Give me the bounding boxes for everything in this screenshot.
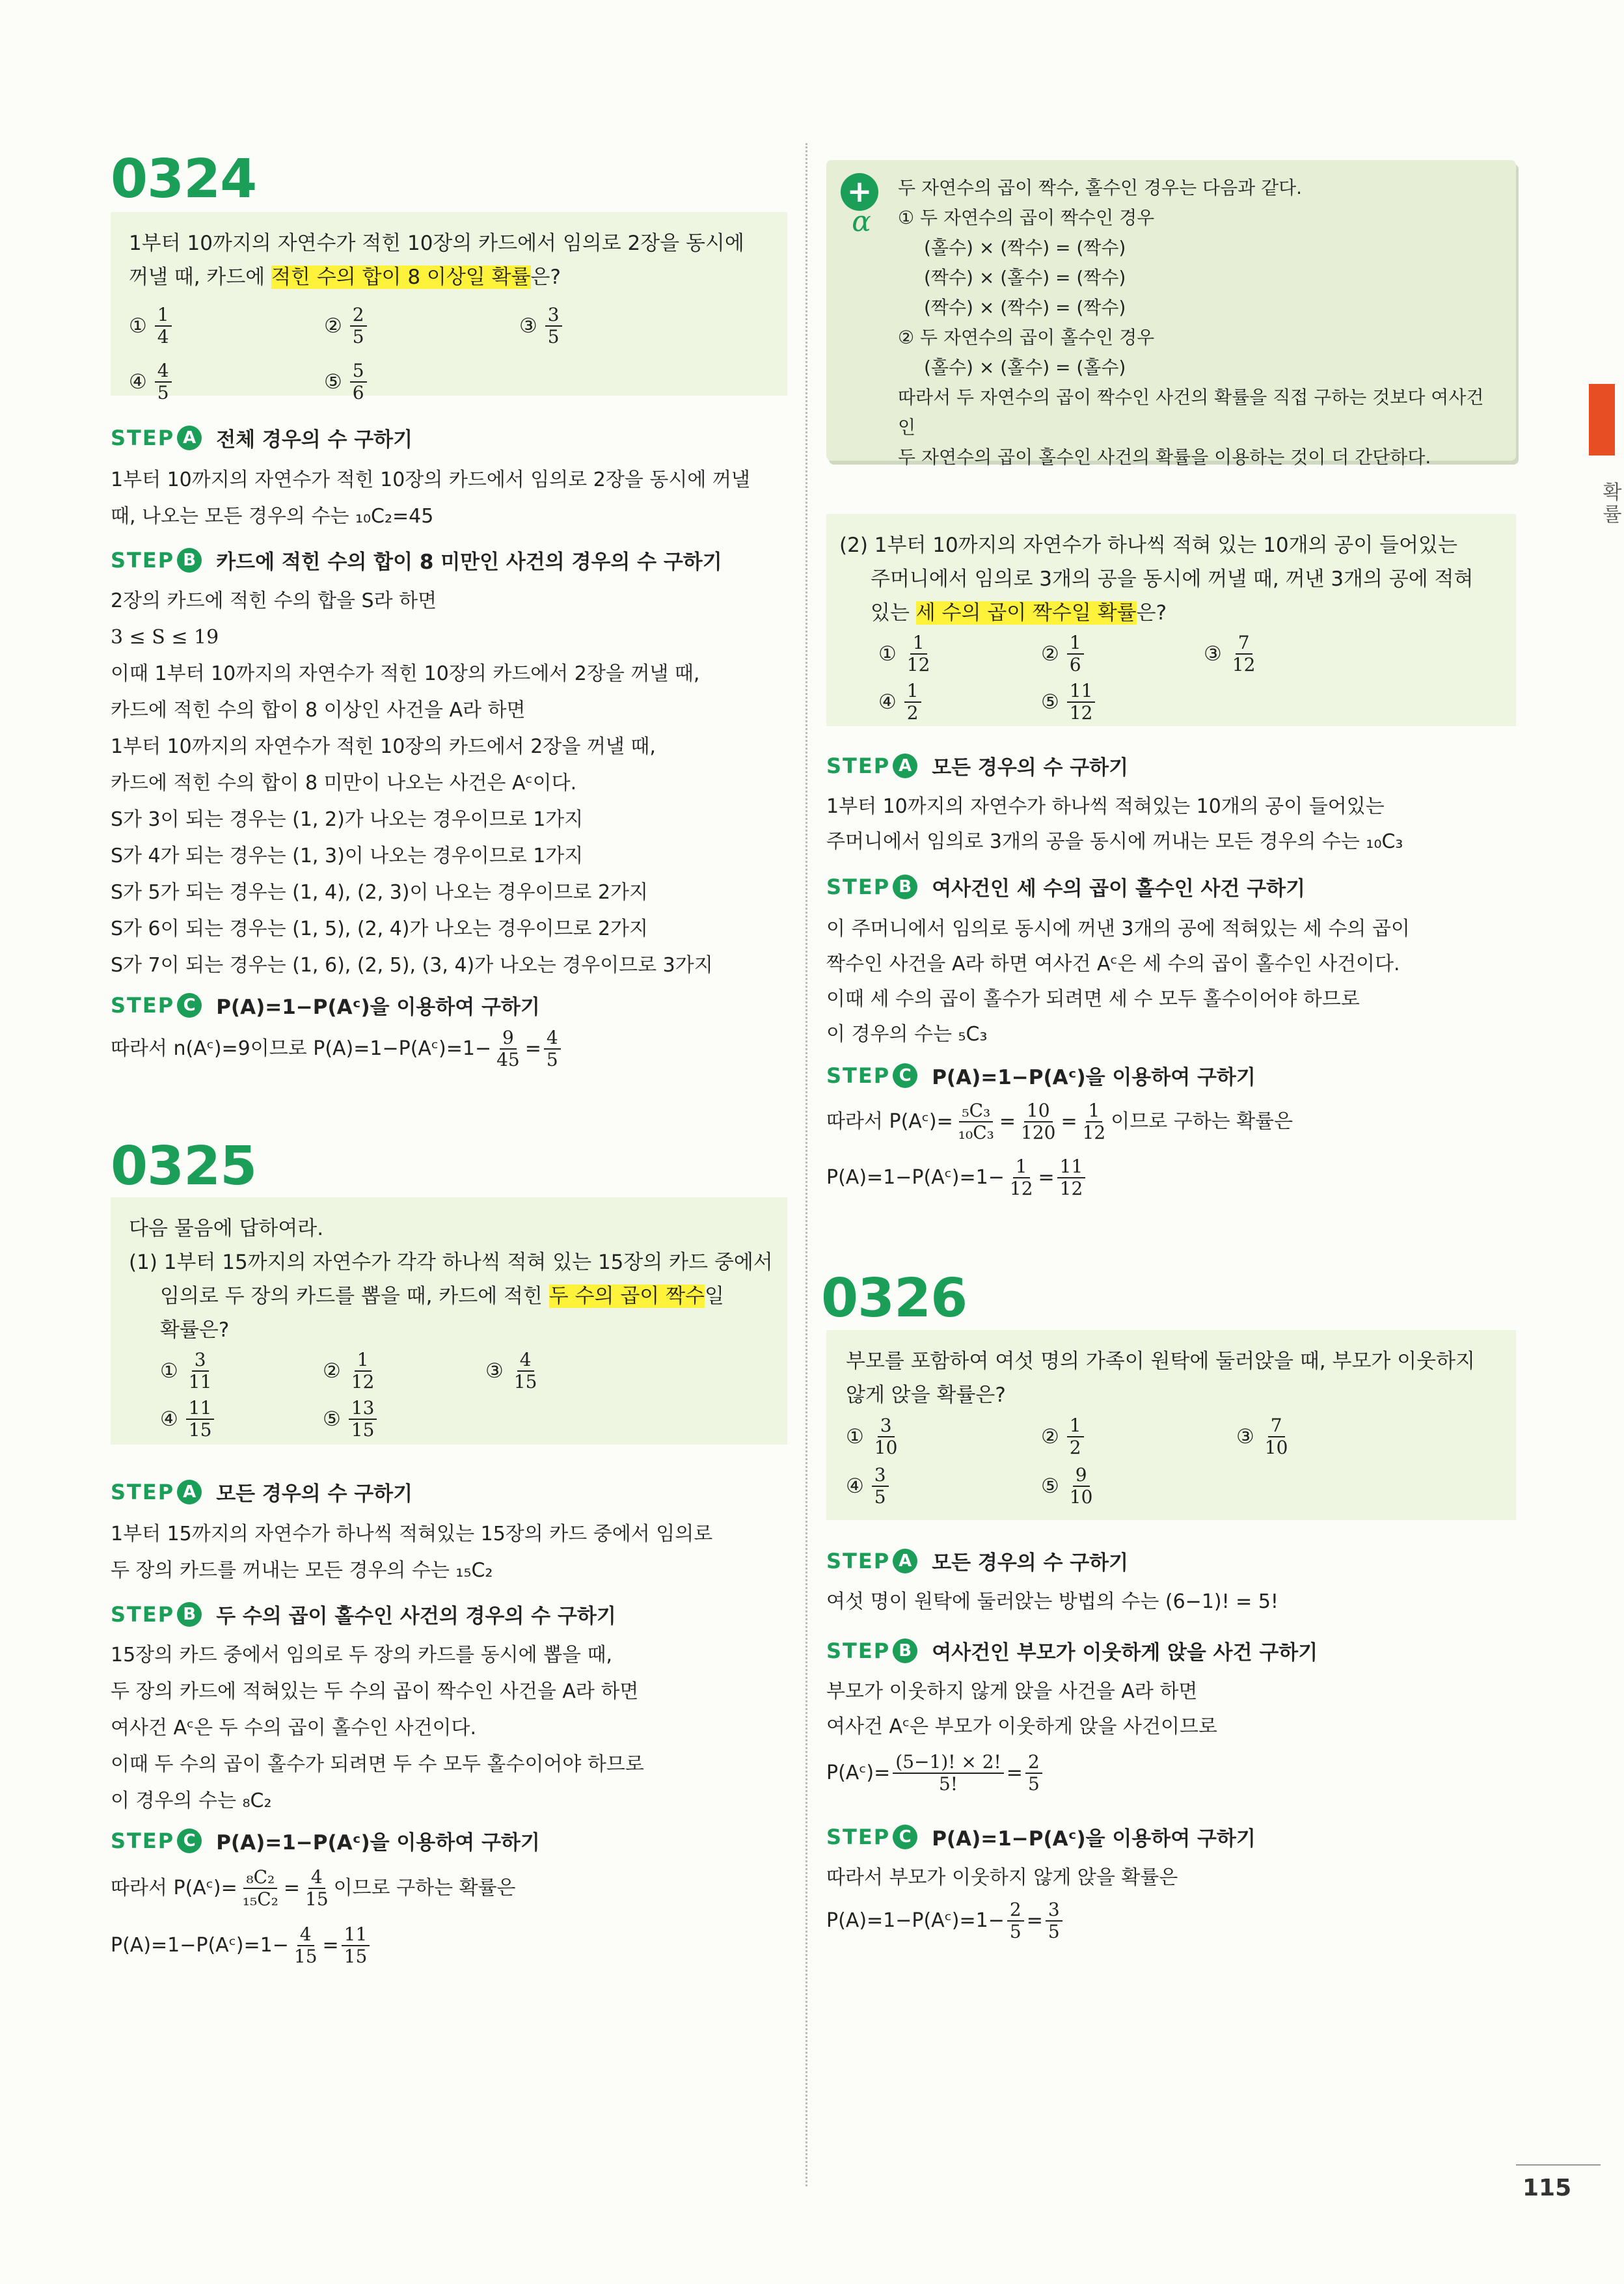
problem-number-0324: 0324 bbox=[111, 148, 257, 210]
question-line: 1부터 10까지의 자연수가 적힌 10장의 카드에서 임의로 2장을 동시에 bbox=[129, 232, 744, 255]
result-line: 따라서 P(Aᶜ)= $\frac{\text{₈C₂}}{\text{₁₅C₂}}$ = $\frac{4}{15}$ 이므로 구하는 확률은 bbox=[111, 1866, 516, 1910]
text-line: 두 장의 카드에 적혀있는 두 수의 곱이 짝수인 사건을 A라 하면 bbox=[111, 1680, 639, 1703]
tip-line: ② 두 자연수의 곱이 홀수인 경우 bbox=[898, 327, 1155, 348]
option-3[interactable]: ③ $\frac{7}{10}$ bbox=[1236, 1415, 1288, 1458]
question-line: 확률은? bbox=[160, 1318, 230, 1342]
result-line: P(A)=1−P(Aᶜ)=1− $\frac{4}{15}$ = $\frac{11}{15}$ bbox=[111, 1920, 372, 1972]
text-line: S가 3이 되는 경우는 (1, 2)가 나오는 경우이므로 1가지 bbox=[111, 808, 584, 831]
tip-line: 두 자연수의 곱이 홀수인 사건의 확률을 이용하는 것이 더 간단하다. bbox=[898, 446, 1431, 468]
question-line: 임의로 두 장의 카드를 뽑을 때, 카드에 적힌 두 수의 곱이 짝수일 bbox=[160, 1285, 724, 1308]
answer-options bbox=[839, 630, 1498, 726]
text-line: 이때 1부터 10까지의 자연수가 적힌 10장의 카드에서 2장을 꺼낼 때, bbox=[111, 662, 700, 685]
problem-box-0324 bbox=[111, 212, 787, 403]
column-divider bbox=[805, 143, 807, 2186]
option-5[interactable]: ⑤ $\frac{9}{10}$ bbox=[1041, 1464, 1093, 1508]
problem-number-0326: 0326 bbox=[821, 1268, 968, 1329]
plus-alpha-icon: + α bbox=[841, 173, 882, 238]
step-c-heading: STEP C P(A)=1−P(Aᶜ)을 이용하여 구하기 bbox=[111, 992, 540, 1019]
text-line: 여사건 Aᶜ은 두 수의 곱이 홀수인 사건이다. bbox=[111, 1717, 477, 1739]
answer-options bbox=[129, 298, 769, 410]
answer-options bbox=[846, 1412, 1498, 1511]
step-b-heading: STEP B 여사건인 세 수의 곱이 홀수인 사건 구하기 bbox=[826, 874, 1306, 901]
text-line: 여섯 명이 원탁에 둘러앉는 방법의 수는 (6−1)! = 5! bbox=[826, 1590, 1279, 1613]
tip-box bbox=[826, 160, 1516, 468]
chapter-tab bbox=[1589, 384, 1615, 455]
step-b-heading: STEP B 카드에 적힌 수의 합이 8 미만인 사건의 경우의 수 구하기 bbox=[111, 547, 722, 574]
text-line: 1부터 10까지의 자연수가 적힌 10장의 카드에서 임의로 2장을 동시에 꺼낼 bbox=[111, 469, 750, 491]
text-line: S가 4가 되는 경우는 (1, 3)이 나오는 경우이므로 1가지 bbox=[111, 845, 584, 867]
option-4[interactable]: ④ $\frac{11}{15}$ bbox=[160, 1395, 323, 1443]
option-5[interactable]: ⑤ $\frac{11}{12}$ bbox=[1041, 678, 1204, 726]
option-2[interactable]: ② $\frac{1}{6}$ bbox=[1041, 630, 1204, 678]
text-line: S가 7이 되는 경우는 (1, 6), (2, 5), (3, 4)가 나오는 경우이므로 3가지 bbox=[111, 954, 713, 977]
option-2[interactable]: ② $\frac{2}{5}$ bbox=[324, 298, 519, 354]
question-line: 주머니에서 임의로 3개의 공을 동시에 꺼낼 때, 꺼낸 3개의 공에 적혀 bbox=[871, 567, 1474, 591]
result-line: 따라서 n(Aᶜ)=9이므로 P(A)=1−P(Aᶜ)=1− $\frac{9}{45}$ = $\frac{4}{5}$ bbox=[111, 1024, 563, 1074]
text-line: S가 6이 되는 경우는 (1, 5), (2, 4)가 나오는 경우이므로 2가지 bbox=[111, 918, 648, 940]
text-line: 1부터 10까지의 자연수가 하나씩 적혀있는 10개의 공이 들어있는 bbox=[826, 795, 1385, 818]
problem-box-0326 bbox=[826, 1330, 1516, 1520]
text-line: 때, 나오는 모든 경우의 수는 ₁₀C₂=45 bbox=[111, 505, 434, 528]
text-line: 이 경우의 수는 ₈C₂ bbox=[111, 1789, 272, 1812]
question-line: 다음 물음에 답하여라. bbox=[129, 1217, 324, 1240]
text-line: 1부터 15까지의 자연수가 하나씩 적혀있는 15장의 카드 중에서 임의로 bbox=[111, 1523, 713, 1545]
chapter-label: 확률 bbox=[1599, 482, 1621, 526]
option-5[interactable]: ⑤ $\frac{5}{6}$ bbox=[324, 354, 519, 410]
result-line: P(A)=1−P(Aᶜ)=1− $\frac{1}{12}$ = $\frac{11}{12}$ bbox=[826, 1152, 1088, 1204]
question-line: 있는 세 수의 곱이 짝수일 확률은? bbox=[871, 601, 1167, 625]
text-line: 짝수인 사건을 A라 하면 여사건 Aᶜ은 세 수의 곱이 홀수인 사건이다. bbox=[826, 953, 1400, 975]
option-3[interactable]: ③ $\frac{3}{5}$ bbox=[519, 298, 714, 354]
step-b-heading: STEP B 두 수의 곱이 홀수인 사건의 경우의 수 구하기 bbox=[111, 1601, 616, 1628]
tip-line: (홀수) × (짝수) = (짝수) bbox=[924, 237, 1126, 258]
result-line: 따라서 P(Aᶜ)= $\frac{\text{₅C₃}}{\text{₁₀C₃}}$ = $\frac{10}{120}$ = $\frac{1}{12}$ 이므로 구하는 확률은 bbox=[826, 1100, 1293, 1143]
step-c-heading: STEP C P(A)=1−P(Aᶜ)을 이용하여 구하기 bbox=[111, 1828, 540, 1855]
question-line: 않게 앉을 확률은? bbox=[846, 1383, 1006, 1407]
question-line: (2) 1부터 10까지의 자연수가 하나씩 적혀 있는 10개의 공이 들어있는 bbox=[839, 534, 1457, 557]
text-line: 이 주머니에서 임의로 동시에 꺼낸 3개의 공에 적혀있는 세 수의 곱이 bbox=[826, 918, 1410, 940]
step-a-heading: STEP A 모든 경우의 수 구하기 bbox=[826, 753, 1129, 780]
highlight: 세 수의 곱이 짝수일 확률 bbox=[915, 601, 1137, 625]
page-number: 115 bbox=[1522, 2175, 1572, 2201]
step-b-heading: STEP B 여사건인 부모가 이웃하게 앉을 사건 구하기 bbox=[826, 1638, 1318, 1665]
result-line: P(Aᶜ)= $\frac{(5-1)! \times 2!}{5!}$ = $\frac{2}{5}$ bbox=[826, 1745, 1045, 1801]
text-line: 두 장의 카드를 꺼내는 모든 경우의 수는 ₁₅C₂ bbox=[111, 1559, 493, 1582]
text-line: 1부터 10까지의 자연수가 적힌 10장의 카드에서 2장을 꺼낼 때, bbox=[111, 735, 656, 758]
option-2[interactable]: ② $\frac{1}{12}$ bbox=[323, 1349, 375, 1393]
option-3[interactable]: ③ $\frac{7}{12}$ bbox=[1204, 632, 1256, 675]
text-line: 부모가 이웃하지 않게 앉을 사건을 A라 하면 bbox=[826, 1680, 1198, 1703]
text-line: 2장의 카드에 적힌 수의 합을 S라 하면 bbox=[111, 590, 437, 612]
option-1[interactable]: ① $\frac{1}{4}$ bbox=[129, 298, 324, 354]
tip-line: (홀수) × (홀수) = (홀수) bbox=[924, 357, 1126, 378]
step-c-heading: STEP C P(A)=1−P(Aᶜ)을 이용하여 구하기 bbox=[826, 1824, 1256, 1851]
option-1[interactable]: ① $\frac{1}{12}$ bbox=[878, 632, 930, 675]
text-line: 여사건 Aᶜ은 부모가 이웃하게 앉을 사건이므로 bbox=[826, 1715, 1217, 1738]
tip-line: 두 자연수의 곱이 짝수, 홀수인 경우는 다음과 같다. bbox=[898, 177, 1303, 198]
tip-line: (짝수) × (홀수) = (짝수) bbox=[924, 267, 1126, 288]
step-a-heading: STEP A 모든 경우의 수 구하기 bbox=[826, 1548, 1129, 1575]
text-line: S가 5가 되는 경우는 (1, 4), (2, 3)이 나오는 경우이므로 2가지 bbox=[111, 881, 648, 904]
highlight: 두 수의 곱이 짝수 bbox=[548, 1285, 705, 1308]
option-5[interactable]: ⑤ $\frac{13}{15}$ bbox=[323, 1395, 485, 1443]
step-a-heading: STEP A 전체 경우의 수 구하기 bbox=[111, 425, 413, 452]
result-line: P(A)=1−P(Aᶜ)=1− $\frac{2}{5}$ = $\frac{3}{5}$ bbox=[826, 1895, 1065, 1947]
tip-line: ① 두 자연수의 곱이 짝수인 경우 bbox=[898, 207, 1155, 228]
text-line: 15장의 카드 중에서 임의로 두 장의 카드를 동시에 뽑을 때, bbox=[111, 1644, 613, 1666]
problem-number-0325: 0325 bbox=[111, 1135, 257, 1197]
problem-box-0325 bbox=[111, 1197, 787, 1445]
answer-options bbox=[129, 1347, 769, 1443]
problem-box-0325-2 bbox=[826, 514, 1516, 726]
step-c-heading: STEP C P(A)=1−P(Aᶜ)을 이용하여 구하기 bbox=[826, 1063, 1256, 1089]
text-line: 3 ≤ S ≤ 19 bbox=[111, 626, 219, 649]
text-line: 주머니에서 임의로 3개의 공을 동시에 꺼내는 모든 경우의 수는 ₁₀C₃ bbox=[826, 830, 1403, 853]
text-line: 이때 세 수의 곱이 홀수가 되려면 세 수 모두 홀수이어야 하므로 bbox=[826, 988, 1360, 1011]
tip-line: 따라서 두 자연수의 곱이 짝수인 사건의 확률을 직접 구하는 것보다 여사건인 bbox=[898, 387, 1484, 438]
option-4[interactable]: ④ $\frac{1}{2}$ bbox=[878, 678, 1041, 726]
text-line: 이때 두 수의 곱이 홀수가 되려면 두 수 모두 홀수이어야 하므로 bbox=[111, 1753, 644, 1776]
step-a-heading: STEP A 모든 경우의 수 구하기 bbox=[111, 1479, 413, 1506]
option-4[interactable]: ④ $\frac{3}{5}$ bbox=[846, 1461, 1041, 1511]
tip-line: (짝수) × (짝수) = (짝수) bbox=[924, 297, 1126, 318]
option-4[interactable]: ④ $\frac{4}{5}$ bbox=[129, 354, 324, 410]
text-line: 따라서 부모가 이웃하지 않게 앉을 확률은 bbox=[826, 1866, 1178, 1889]
option-1[interactable]: ① $\frac{3}{11}$ bbox=[160, 1349, 212, 1393]
question-line: 꺼낼 때, 카드에 적힌 수의 합이 8 이상일 확률은? bbox=[129, 265, 561, 289]
text-line: 카드에 적힌 수의 합이 8 미만이 나오는 사건은 Aᶜ이다. bbox=[111, 772, 577, 795]
question-line: (1) 1부터 15까지의 자연수가 각각 하나씩 적혀 있는 15장의 카드 중에서 bbox=[129, 1251, 773, 1274]
option-1[interactable]: ① $\frac{3}{10}$ bbox=[846, 1415, 898, 1458]
page-number-rule bbox=[1516, 2164, 1601, 2166]
text-line: 이 경우의 수는 ₅C₃ bbox=[826, 1023, 988, 1046]
option-2[interactable]: ② $\frac{1}{2}$ bbox=[1041, 1412, 1236, 1461]
text-line: 카드에 적힌 수의 합이 8 이상인 사건을 A라 하면 bbox=[111, 699, 526, 722]
highlight: 적힌 수의 합이 8 이상일 확률 bbox=[271, 265, 531, 289]
question-line: 부모를 포함하여 여섯 명의 가족이 원탁에 둘러앉을 때, 부모가 이웃하지 bbox=[846, 1350, 1475, 1373]
option-3[interactable]: ③ $\frac{4}{15}$ bbox=[485, 1349, 537, 1393]
